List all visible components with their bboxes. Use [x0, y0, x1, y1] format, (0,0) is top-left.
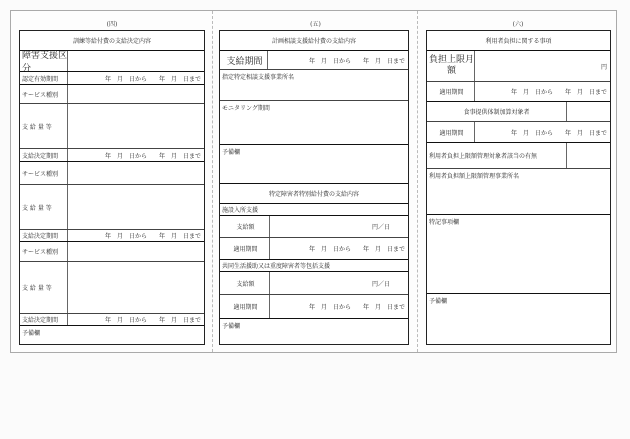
burden-limit-label: 負担上限月額	[427, 51, 475, 81]
remarks-label: 予備欄	[429, 298, 448, 305]
decision-period-field[interactable]: 年 月 日から 年 月 日まで	[104, 152, 201, 160]
certificate-page	[10, 10, 617, 353]
amount-field[interactable]: 円／日	[371, 224, 390, 231]
user-burden-table	[426, 30, 611, 345]
section-title: 利用者負担に関する事項	[485, 38, 552, 45]
decision-period-field[interactable]: 年 月 日から 年 月 日まで	[104, 317, 201, 324]
group-home-label: 共同生活援助又は重度障害者等包括支援	[222, 263, 331, 270]
remarks-label: 予備欄	[222, 323, 241, 330]
apply-period-label: 適用期間	[220, 238, 270, 259]
facility-support-label: 施設入所支援	[222, 207, 259, 214]
apply-period-label: 適用期間	[427, 122, 475, 142]
panel-number: (五)	[310, 21, 321, 28]
training-benefit-table	[19, 30, 205, 345]
decision-period-label: 支給決定期間	[20, 149, 68, 161]
decision-period-label: 支給決定期間	[20, 314, 68, 325]
apply-period-field[interactable]: 年 月 日から 年 月 日まで	[510, 89, 607, 96]
amount-field[interactable]: 円／日	[371, 280, 390, 288]
apply-period-field[interactable]: 年 月 日から 年 月 日まで	[510, 129, 607, 137]
panel-number: (四)	[106, 21, 118, 28]
apply-period-label: 適用期間	[220, 295, 270, 318]
remarks-label: 予備欄	[22, 330, 41, 337]
amount-label: 支給額	[220, 272, 270, 294]
section-title: 訓練等給付費の支給決定内容	[72, 38, 151, 45]
service-type-label: サービス種別	[20, 162, 68, 184]
panel-5	[213, 11, 418, 352]
service-type-label: サービス種別	[20, 242, 68, 261]
limit-mgmt-field[interactable]	[567, 143, 610, 168]
panel-number: (六)	[512, 21, 524, 28]
remarks-label: 予備欄	[222, 149, 241, 156]
amount-label: 支給額	[220, 216, 270, 237]
section-title: 計画相談支援給付費の支給内容	[271, 38, 356, 45]
cert-period-label: 認定有効期間	[20, 72, 68, 84]
disability-class-label: 障害支援区分	[22, 51, 68, 74]
cert-period-field[interactable]: 年 月 日から 年 月 日まで	[104, 75, 201, 83]
panel-6	[418, 11, 618, 352]
decision-period-label: 支給決定期間	[20, 230, 68, 241]
special-notes-label: 特記事項欄	[429, 219, 460, 226]
pay-period-field[interactable]: 年 月 日から 年 月 日まで	[308, 57, 405, 65]
decision-period-field[interactable]: 年 月 日から 年 月 日まで	[104, 233, 201, 240]
limit-mgmt-label: 利用者負担上限額管理対象者該当の有無	[427, 143, 567, 168]
plan-consultation-table	[219, 30, 409, 345]
apply-period-label: 適用期間	[427, 82, 475, 101]
apply-period-field[interactable]: 年 月 日から 年 月 日まで	[308, 246, 405, 253]
amount-label: 支 給 量 等	[20, 185, 68, 229]
mgmt-office-label: 利用者負担額上限額管理事業所名	[429, 173, 520, 180]
apply-period-field[interactable]: 年 月 日から 年 月 日まで	[308, 304, 405, 311]
office-name-label: 指定特定相談支援事業所名	[222, 74, 295, 81]
amount-label: 支 給 量 等	[20, 262, 68, 313]
disability-class-field[interactable]	[68, 51, 204, 71]
meal-provision-field[interactable]	[567, 102, 610, 121]
service-type-label: サービス種別	[20, 85, 68, 103]
monitoring-period-label: モニタリング期間	[222, 105, 270, 112]
pay-period-label: 支給期間	[220, 51, 268, 69]
amount-label: 支 給 量 等	[20, 104, 68, 148]
burden-limit-field[interactable]: 円	[600, 63, 607, 71]
special-benefit-title: 特定障害者特別給付費の支給内容	[268, 191, 359, 198]
panel-4	[11, 11, 213, 352]
meal-provision-label: 食事提供体制加算対象者	[427, 102, 567, 121]
